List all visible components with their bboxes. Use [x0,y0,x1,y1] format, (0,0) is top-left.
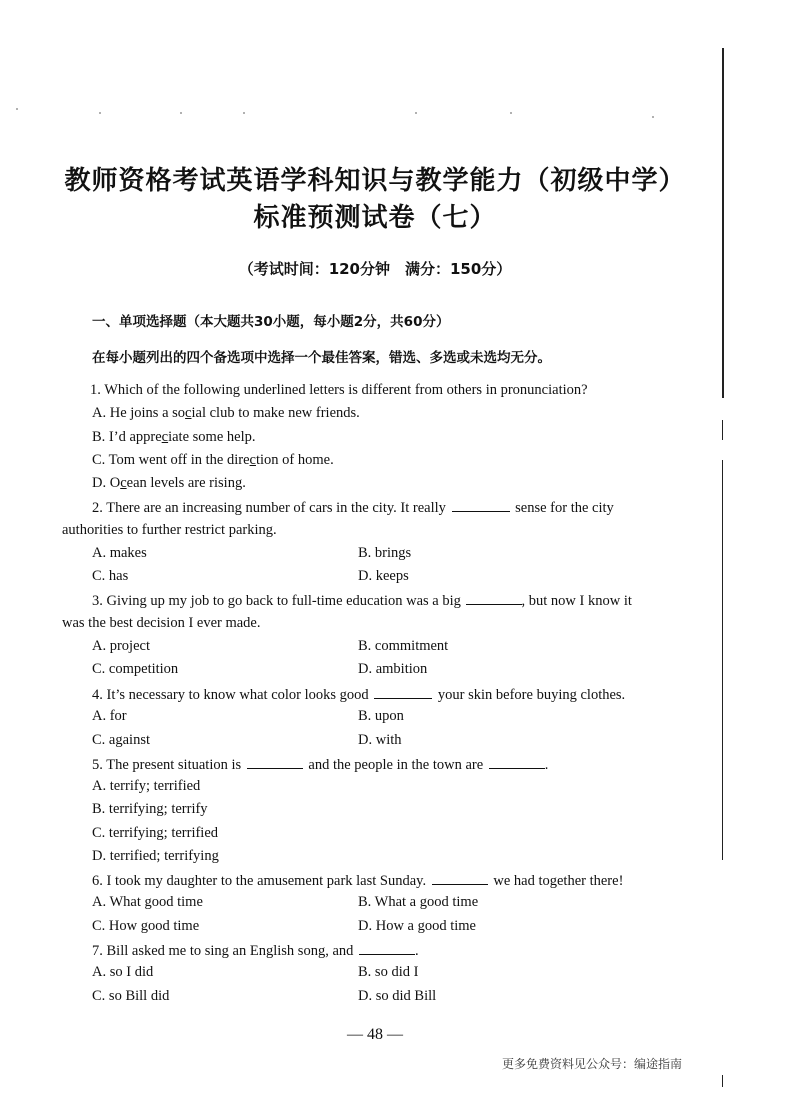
question-7-stem [92,940,419,960]
question-4-option-d: D. with [358,732,402,748]
question-1-option-a [92,404,360,422]
question-4-stem [92,684,625,704]
answer-blank [247,754,303,769]
option-text: ial club to make new friends. [191,405,360,421]
question-5-stem [92,754,548,774]
underlined-letter: c [161,429,169,445]
option-text: iate some help. [168,429,256,445]
answer-blank [489,754,545,769]
stem-text: 5. The present situation is [92,757,242,773]
stem-text: 3. Giving up my job to go back to full-time education was a big [92,593,461,609]
page-number: — 48 — [347,1026,403,1043]
question-4-option-c: C. against [92,732,150,748]
question-4-option-a: A. for [92,708,127,724]
underlined-letter: c [120,475,127,491]
question-3-stem-continued: was the best decision I ever made. [62,615,261,631]
stem-text: and the people in the town are [308,757,484,773]
answer-blank [432,870,488,885]
scan-speck [415,112,417,114]
stem-text: sense for the city [515,500,614,516]
scan-speck [652,116,654,118]
question-3-option-a: A. project [92,638,150,654]
question-2-stem-continued: authorities to further restrict parking. [62,522,277,538]
question-7-option-b: B. so did I [358,964,419,980]
option-text: C. Tom went off in the dire [92,452,250,468]
answer-blank [452,497,510,512]
stem-text: , but now I know it [521,593,632,609]
question-1-stem: 1. Which of the following underlined letters is different from others in pronunciation? [90,382,588,398]
question-1-option-c [92,451,334,469]
question-5-option-a: A. terrify; terrified [92,778,201,794]
question-6-option-a: A. What good time [92,894,203,910]
question-3-option-d: D. ambition [358,661,428,677]
scan-speck [510,112,512,114]
question-5-option-d: D. terrified; terrifying [92,848,219,864]
question-2-option-c: C. has [92,568,129,584]
exam-info: （考试时间：120分钟 满分：150分） [238,260,512,278]
footer-note: 更多免费资料见公众号：编途指南 [502,1057,683,1071]
stem-text: we had together there! [493,873,624,889]
question-6-option-b: B. What a good time [358,894,479,910]
question-4-option-b: B. upon [358,708,404,724]
question-6-option-c: C. How good time [92,918,200,934]
option-text: A. He joins a so [92,405,186,421]
question-2-stem [92,497,614,517]
answer-blank [374,684,432,699]
question-2-option-d: D. keeps [358,568,409,584]
scan-edge-line [722,1075,723,1087]
stem-text: 4. It’s necessary to know what color looks good [92,687,369,703]
answer-blank [359,940,415,955]
question-1-option-d [92,474,246,492]
stem-text: . [415,943,419,959]
question-7-option-c: C. so Bill did [92,988,170,1004]
question-2-option-b: B. brings [358,545,412,561]
stem-text: 6. I took my daughter to the amusement park last Sunday. [92,873,427,889]
scan-speck [243,112,245,114]
answer-blank [466,590,522,605]
scan-edge-line [722,420,723,440]
page-subtitle: 标准预测试卷（七） [253,203,497,233]
stem-text: 7. Bill asked me to sing an English song, and [92,943,354,959]
underlined-letter: c [185,405,192,421]
question-3-option-c: C. competition [92,661,179,677]
question-7-option-a: A. so I did [92,964,154,980]
scan-speck [180,112,182,114]
section-instruction: 在每小题列出的四个备选项中选择一个最佳答案，错选、多选或未选均无分。 [92,350,551,366]
question-6-option-d: D. How a good time [358,918,476,934]
question-5-option-b: B. terrifying; terrify [92,801,208,817]
section-heading: 一、单项选择题（本大题共30小题，每小题2分，共60分） [92,314,450,330]
option-text: D. O [92,475,121,491]
option-text: ean levels are rising. [126,475,246,491]
scan-edge-line [722,460,723,860]
question-6-stem [92,870,623,890]
question-3-option-b: B. commitment [358,638,449,654]
question-3-stem [92,590,632,610]
stem-text: 2. There are an increasing number of cars in the city. It really [92,500,446,516]
scan-speck [99,112,101,114]
underlined-letter: c [249,452,256,468]
scan-speck [16,108,18,110]
option-text: B. I’d appre [92,429,162,445]
page-title: 教师资格考试英语学科知识与教学能力（初级中学） [64,166,686,196]
question-7-option-d: D. so did Bill [358,988,437,1004]
stem-text: your skin before buying clothes. [437,687,626,703]
question-5-option-c: C. terrifying; terrified [92,825,219,841]
stem-text: . [544,757,549,773]
question-1-option-b [92,428,255,446]
question-2-option-a: A. makes [92,545,147,561]
option-text: tion of home. [255,452,334,468]
